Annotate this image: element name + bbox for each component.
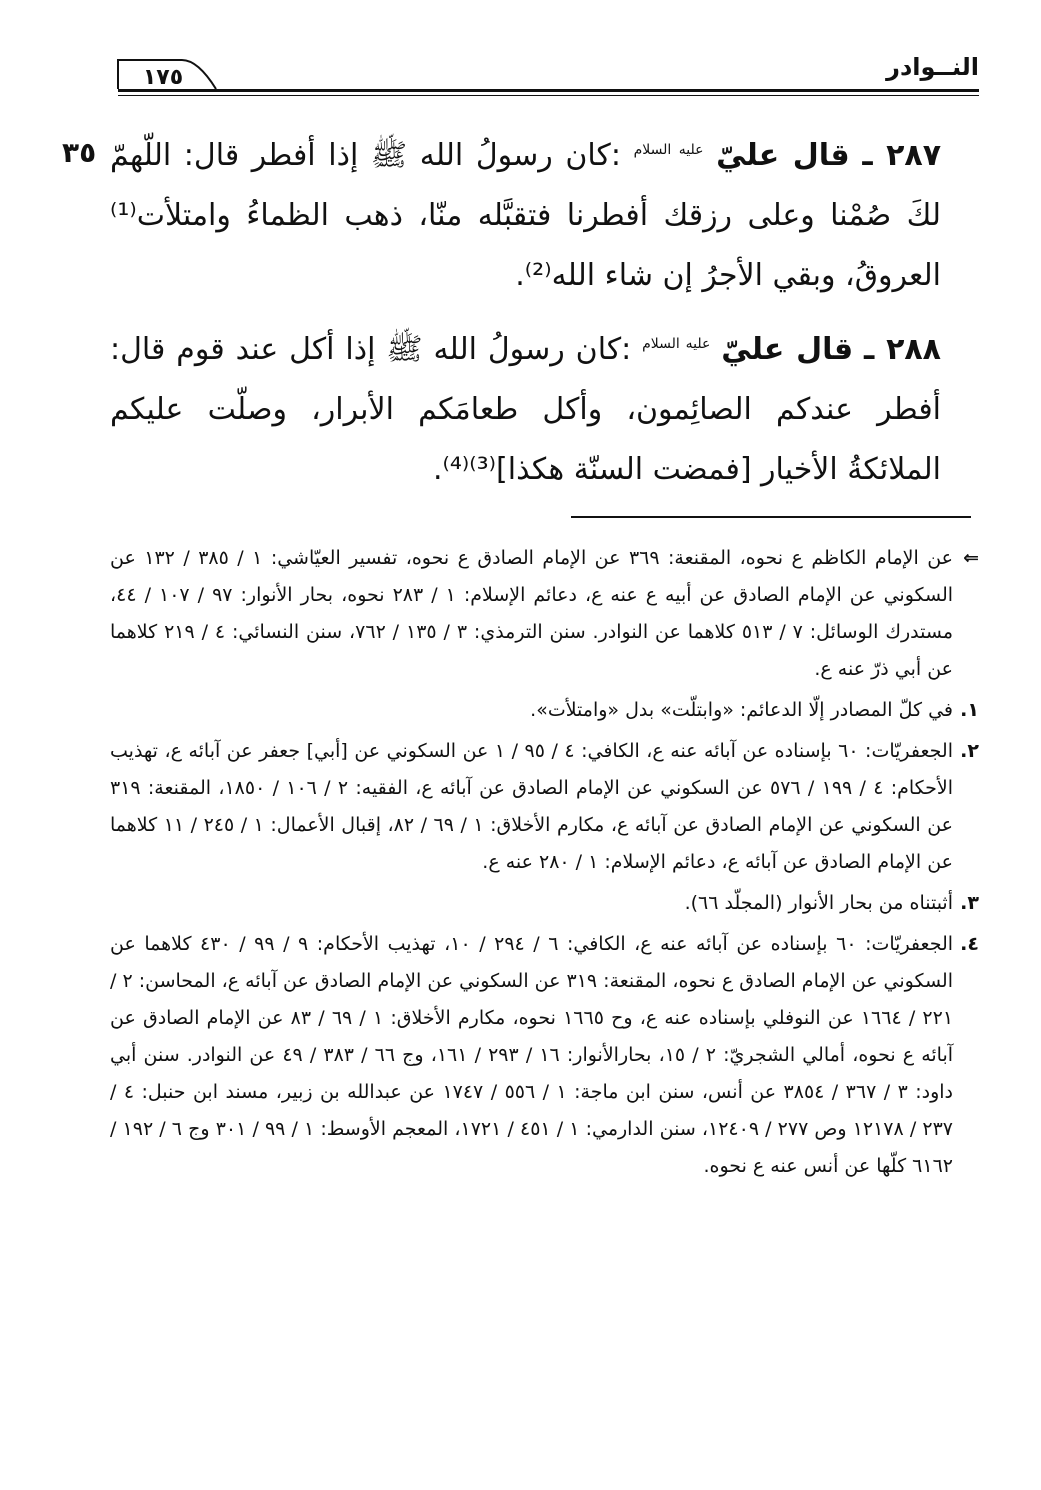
footnote-separator	[571, 516, 971, 518]
honorific-mark: عليه السلام	[642, 336, 711, 352]
footnote-4	[110, 926, 979, 1185]
hadith-288	[110, 314, 941, 500]
footnote-continued	[110, 540, 979, 688]
speaker: قال عليّ	[721, 332, 854, 367]
hadith-text: :كان رسولُ الله ﷺ إذا أفطر قال: اللّهمّ لكَ صُمْنا وعلى رزقك أفطرنا فتقبَّله منّا، ذهب الظماءُ وامتلأت⁽¹⁾ العروقُ، وبقي الأجرُ إن شاء الله⁽²⁾.	[110, 138, 941, 293]
hadith-number: ٢٨٨ ـ	[864, 332, 941, 367]
footnotes	[110, 540, 979, 1189]
header-rule-thick	[118, 89, 979, 92]
footnote-text: عن الإمام الكاظم ع نحوه، المقنعة: ٣٦٩ عن الإمام الصادق ع نحوه، تفسير العيّاشي: ١ / ٣٨٥ / ١٣٢ عن السكوني عن الإمام الصادق عن أبيه ع عنه ع، دعائم الإسلام: ١ / ٢٨٣ نحوه، بحار الأنوار: ٩٧ / ١٠٧ / ٤٤، مستدرك الوسائل: ٧ / ٥١٣ كلاهما عن النوادر. سنن الترمذي: ٣ / ١٣٥ / ٧٦٢، سنن النسائي: ٤ / ٢١٩ كلاهما عن أبي ذرّ عنه ع.	[110, 547, 954, 680]
footnote-2	[110, 733, 979, 881]
hadith-number: ٢٨٧ ـ	[862, 138, 942, 173]
footnote-text: أثبتناه من بحار الأنوار (المجلّد ٦٦).	[684, 892, 953, 914]
footnote-marker: ٤.	[960, 933, 979, 955]
footnote-marker: ⇐	[963, 547, 979, 569]
honorific-mark: عليه السلام	[633, 142, 704, 158]
footnote-3	[110, 885, 979, 922]
main-text	[110, 120, 941, 508]
footnote-marker: ١.	[960, 699, 979, 721]
footnote-marker: ٣.	[960, 892, 979, 914]
running-title: النــوادر	[886, 53, 979, 81]
margin-number: ٣٥	[62, 136, 97, 169]
footnote-marker: ٢.	[960, 740, 979, 762]
speaker: قال عليّ	[716, 138, 850, 173]
page-number: ١٧٥	[142, 65, 184, 90]
hadith-text: :كان رسولُ الله ﷺ إذا أكل عند قوم قال: أفطر عندكم الصائِمون، وأكل طعامَكم الأبرار، وصلّت عليكم الملائكةُ الأخيار [فمضت السنّة هكذا]⁽³⁾⁽⁴⁾.	[110, 332, 941, 487]
footnote-text: الجعفريّات: ٦٠ بإسناده عن آبائه عنه ع، الكافي: ٤ / ٩٥ / ١ عن السكوني عن [أبي] جعفر عن آبائه ع، تهذيب الأحكام: ٤ / ١٩٩ / ٥٧٦ عن السكوني عن الإمام الصادق عن آبائه ع، الفقيه: ٢ / ١٠٦ / ١٨٥٠، المقنعة: ٣١٩ عن السكوني عن الإمام الصادق عن آبائه ع، مكارم الأخلاق: ١ / ٦٩ / ٨٢، إقبال الأعمال: ١ / ٢٤٥ / ١١ كلاهما عن الإمام الصادق عن آبائه ع، دعائم الإسلام: ١ / ٢٨٠ عنه ع.	[110, 740, 954, 873]
footnote-1	[110, 692, 979, 729]
hadith-287	[110, 120, 941, 306]
header-rule-thin	[118, 95, 979, 96]
footnote-text: في كلّ المصادر إلّا الدعائم: «وابتلّت» بدل «وامتلأت».	[530, 699, 953, 721]
footnote-text: الجعفريّات: ٦٠ بإسناده عن آبائه عنه ع، الكافي: ٦ / ٢٩٤ / ١٠، تهذيب الأحكام: ٩ / ٩٩ / ٤٣٠ كلاهما عن السكوني عن الإمام الصادق ع نحوه، المقنعة: ٣١٩ عن السكوني عن الإمام الصادق عن آبائه ع، المحاسن: ٢ / ٢٢١ / ١٦٦٤ عن النوفلي بإسناده عنه ع، وح ١٦٦٥ نحوه، مكارم الأخلاق: ١ / ٦٩ / ٨٣ عن الإمام الصادق عن آبائه ع نحوه، أمالي الشجريّ: ٢ / ١٥، بحارالأنوار: ١٦ / ٢٩٣ / ١٦١، وج ٦٦ / ٣٨٣ / ٤٩ عن النوادر. سنن أبي داود: ٣ / ٣٦٧ / ٣٨٥٤ عن أنس، سنن ابن ماجة: ١ / ٥٥٦ / ١٧٤٧ عن عبدالله بن زبير، مسند ابن حنبل: ٤ / ٢٣٧ / ١٢١٧٨ وص ٢٧٧ / ١٢٤٠٩، سنن الدارمي: ١ / ٤٥١ / ١٧٢١، المعجم الأوسط: ١ / ٩٩ / ٣٠١ وج ٦ / ١٩٢ / ٦١٦٢ كلّها عن أنس عنه ع نحوه.	[110, 933, 954, 1177]
